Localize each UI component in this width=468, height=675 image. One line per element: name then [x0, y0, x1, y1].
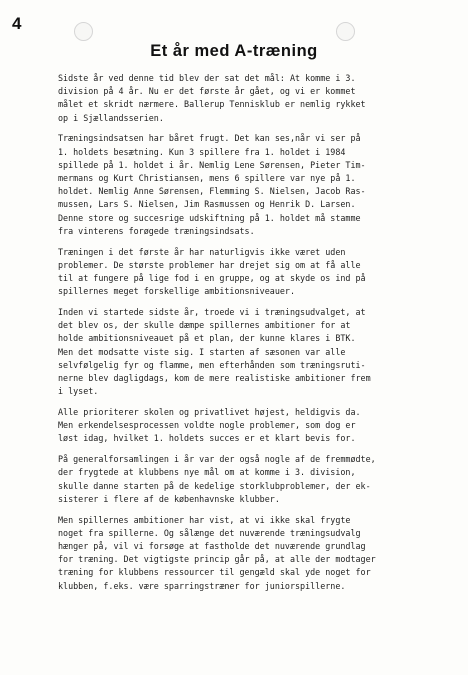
paragraph: [58, 514, 463, 593]
text-line: for træning. Det vigtigste princip går på, at alle der modtager: [58, 554, 376, 565]
text-line: skulle danne starten på de kedelige storklubproblemer, der ek-: [58, 480, 371, 491]
text-line: problemer. De største problemer har drejet sig om at få alle: [58, 259, 361, 270]
text-line: det blev os, der skulle dæmpe spillernes ambitioner for at: [58, 320, 351, 331]
text-line: Men spillernes ambitioner har vist, at vi ikke skal frygte: [58, 514, 351, 525]
text-line: træning for klubbens ressourcer til gengæld skal yde noget for: [58, 567, 371, 578]
paragraph: [58, 246, 463, 299]
paragraph: [58, 453, 463, 506]
text-line: spillede på 1. holdet i år. Nemlig Lene Sørensen, Pieter Tim-: [58, 159, 366, 170]
paragraph: [58, 132, 463, 238]
text-line: noget fra spillerne. Og sålænge det nuværende træningsudvalg: [58, 527, 361, 538]
text-line: klubben, f.eks. være sparringstræner for juniorspillerne.: [58, 580, 346, 591]
text-line: i lyset.: [58, 386, 99, 397]
paragraph: [58, 306, 463, 398]
text-line: nerne blev dagligdags, kom de mere realistiske ambitioner frem: [58, 373, 371, 384]
text-line: fra vinterens forøgede træningsindsats.: [58, 225, 255, 236]
text-line: spillernes meget forskellige ambitionsniveauer.: [58, 286, 295, 297]
text-line: Men det modsatte viste sig. I starten af sæsonen var alle: [58, 346, 346, 357]
text-line: På generalforsamlingen i år var der også nogle af de fremmødte,: [58, 454, 376, 465]
text-line: holde ambitionsniveauet på et plan, der kunne klares i BTK.: [58, 333, 356, 344]
paragraph: [58, 406, 463, 446]
text-line: Sidste år ved denne tid blev der sat det mål: At komme i 3.: [58, 73, 356, 83]
text-line: løst idag, hvilket 1. holdets succes er et klart bevis for.: [58, 433, 356, 444]
page-number: 4: [12, 14, 22, 33]
text-line: Træningen i det første år har naturligvis ikke været uden: [58, 246, 346, 257]
text-line: op i Sjællandsserien.: [58, 112, 164, 123]
text-line: mussen, Lars S. Nielsen, Jim Rasmussen og Henrik D. Larsen.: [58, 199, 356, 210]
article-body: [58, 72, 463, 600]
text-line: hænger på, vil vi forsøge at fastholde det nuværende grundlag: [58, 541, 366, 552]
text-line: division på 4 år. Nu er det første år gået, og vi er kommet: [58, 86, 356, 97]
text-line: selvfølgelig fyr og flamme, men efterhånden som træningsruti-: [58, 359, 366, 370]
text-line: Alle prioriterer skolen og privatlivet højest, heldigvis da.: [58, 407, 361, 418]
text-line: Træningsindsatsen har båret frugt. Det kan ses,når vi ser på: [58, 133, 361, 144]
punch-hole-left: [74, 22, 93, 41]
text-line: holdet. Nemlig Anne Sørensen, Flemming S. Nielsen, Jacob Ras-: [58, 186, 366, 197]
text-line: mermans og Kurt Christiansen, mens 6 spillere var nye på 1.: [58, 173, 356, 184]
text-line: der frygtede at klubbens nye mål om at komme i 3. division,: [58, 467, 356, 478]
text-line: 1. holdets besætning. Kun 3 spillere fra 1. holdet i 1984: [58, 146, 346, 157]
text-line: til at fungere på lige fod i en gruppe, og at skyde os ind på: [58, 273, 366, 284]
article-title: Et år med A-træning: [150, 42, 318, 60]
paragraph: [58, 72, 463, 125]
punch-hole-right: [336, 22, 355, 41]
text-line: Inden vi startede sidste år, troede vi i træningsudvalget, at: [58, 307, 366, 318]
text-line: sisterer i flere af de københavnske klubber.: [58, 493, 280, 504]
text-line: Denne store og succesrige udskiftning på 1. holdet må stamme: [58, 212, 361, 223]
text-line: målet et skridt nærmere. Ballerup Tennisklub er nemlig rykket: [58, 99, 366, 110]
text-line: Men erkendelsesprocessen voldte nogle problemer, som dog er: [58, 420, 356, 431]
